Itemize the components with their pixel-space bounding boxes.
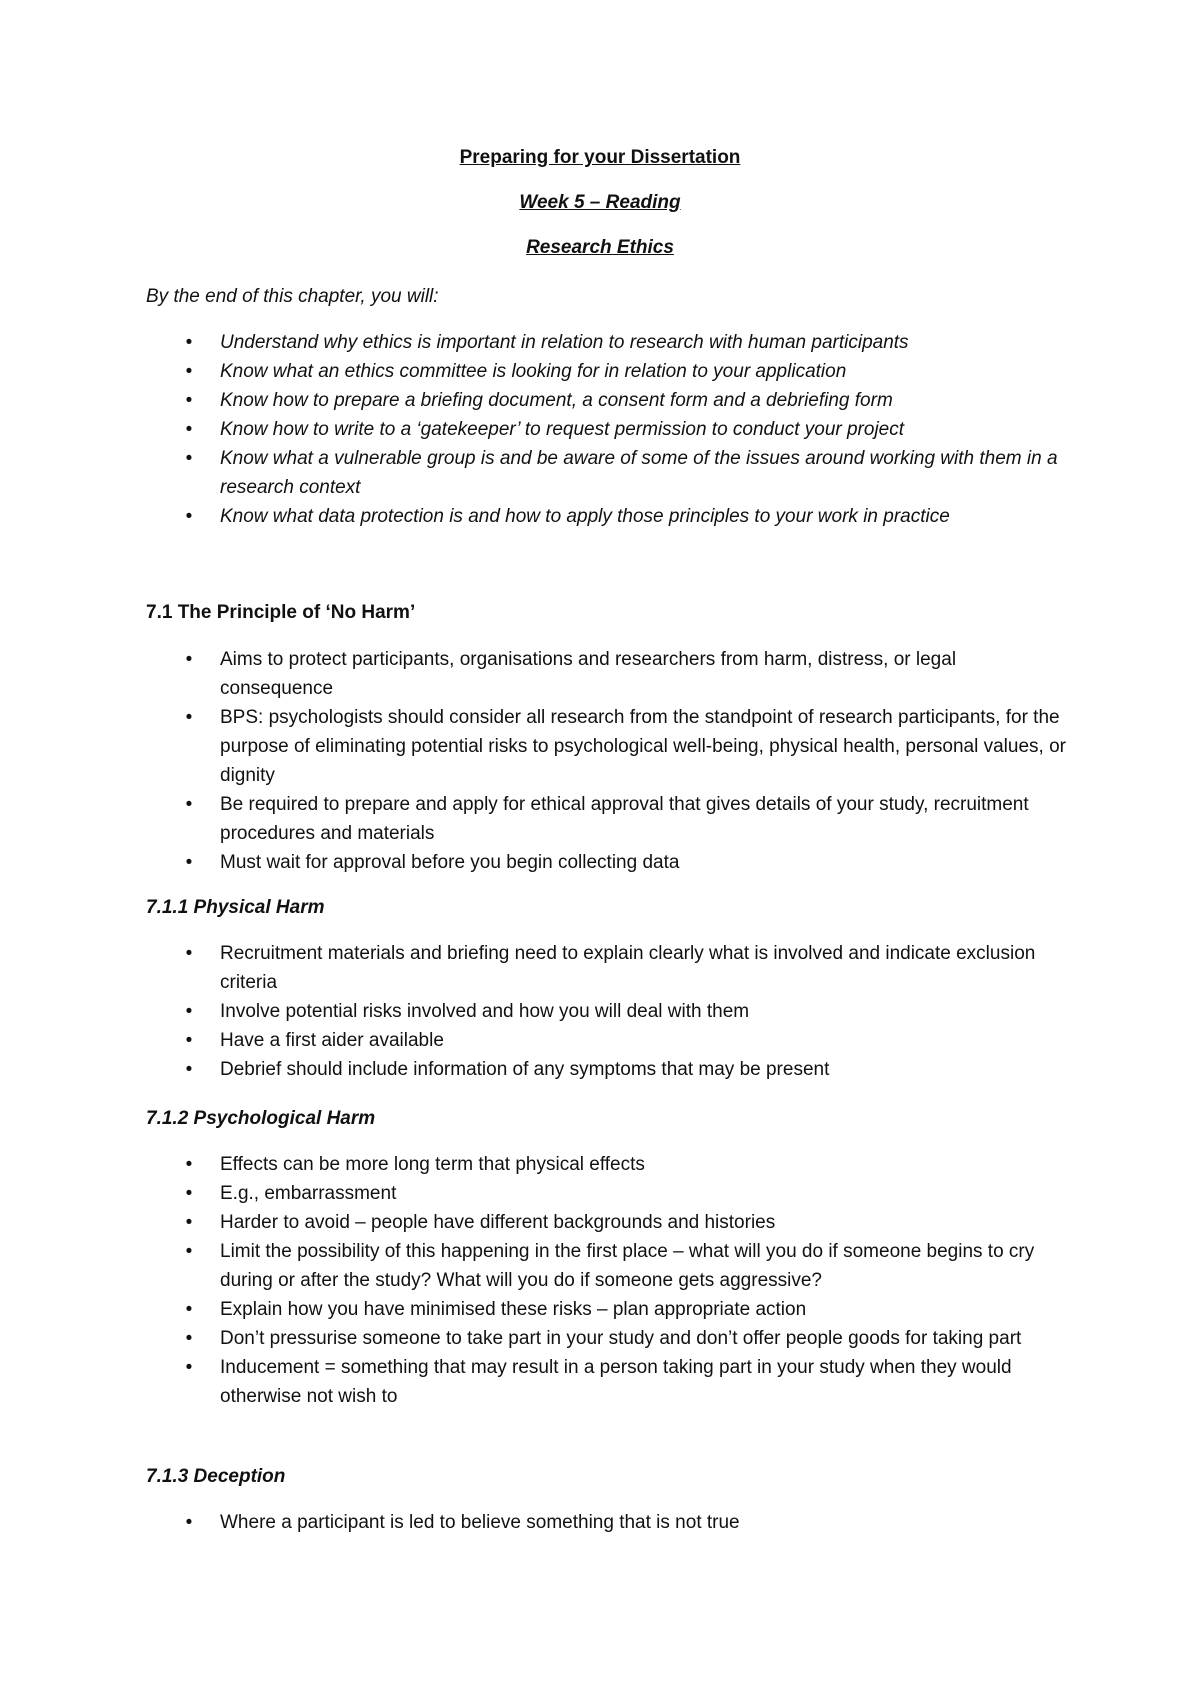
list-item: • Know what an ethics committee is looking for in relation to your application	[146, 357, 1066, 386]
list-item: • Effects can be more long term that physical effects	[146, 1150, 1066, 1179]
bullet-icon: •	[185, 506, 193, 527]
bullet-icon: •	[185, 1001, 193, 1022]
list-item: • Don’t pressurise someone to take part in your study and don’t offer people goods for taking part	[146, 1324, 1066, 1353]
section-7-1-1	[146, 896, 1066, 1084]
list-item: • Aims to protect participants, organisations and researchers from harm, distress, or legal consequence	[146, 645, 1066, 703]
bullet-icon: •	[185, 1357, 193, 1378]
bullet-icon: •	[185, 1059, 193, 1080]
bullet-icon: •	[185, 361, 193, 382]
section-list	[146, 1150, 1066, 1411]
section-7-1-3	[146, 1465, 1066, 1537]
topic-title: Research Ethics	[526, 237, 674, 258]
bullet-icon: •	[185, 419, 193, 440]
bullet-icon: •	[185, 1299, 193, 1320]
intro-lead: By the end of this chapter, you will:	[146, 286, 439, 307]
list-item: • Have a first aider available	[146, 1026, 1066, 1055]
list-item: • Harder to avoid – people have different backgrounds and histories	[146, 1208, 1066, 1237]
list-item: • Debrief should include information of any symptoms that may be present	[146, 1055, 1066, 1084]
section-list	[146, 645, 1066, 877]
list-item: • Be required to prepare and apply for ethical approval that gives details of your study, recruitment procedures and materials	[146, 790, 1066, 848]
objectives-section	[146, 328, 1066, 531]
document-title: Preparing for your Dissertation	[459, 147, 741, 168]
bullet-icon: •	[185, 1512, 193, 1533]
bullet-icon: •	[185, 1030, 193, 1051]
list-item: • Understand why ethics is important in relation to research with human participants	[146, 328, 1066, 357]
bullet-icon: •	[185, 852, 193, 873]
bullet-icon: •	[185, 943, 193, 964]
bullet-icon: •	[185, 332, 193, 353]
section-7-1	[146, 601, 1066, 877]
section-7-1-2	[146, 1107, 1066, 1411]
section-heading: 7.1 The Principle of ‘No Harm’	[146, 602, 416, 623]
bullet-icon: •	[185, 1328, 193, 1349]
title-block	[0, 146, 1200, 281]
list-item: • Explain how you have minimised these risks – plan appropriate action	[146, 1295, 1066, 1324]
list-item: • Know what data protection is and how to apply those principles to your work in practice	[146, 502, 1066, 531]
list-item: • BPS: psychologists should consider all research from the standpoint of research participants, for the purpose of eliminating potential risks to psychological well-being, physical health, personal values, or dignity	[146, 703, 1066, 790]
section-heading: 7.1.3 Deception	[146, 1466, 286, 1487]
bullet-icon: •	[185, 707, 193, 728]
bullet-icon: •	[185, 1241, 193, 1262]
list-item: • E.g., embarrassment	[146, 1179, 1066, 1208]
section-heading: 7.1.2 Psychological Harm	[146, 1108, 376, 1129]
bullet-icon: •	[185, 1183, 193, 1204]
section-heading: 7.1.1 Physical Harm	[146, 897, 325, 918]
bullet-icon: •	[185, 649, 193, 670]
list-item: • Must wait for approval before you begin collecting data	[146, 848, 1066, 877]
list-item: • Inducement = something that may result in a person taking part in your study when they would otherwise not wish to	[146, 1353, 1066, 1411]
bullet-icon: •	[185, 448, 193, 469]
section-list	[146, 939, 1066, 1084]
list-item: • Know how to prepare a briefing document, a consent form and a debriefing form	[146, 386, 1066, 415]
bullet-icon: •	[185, 1154, 193, 1175]
bullet-icon: •	[185, 390, 193, 411]
list-item: • Involve potential risks involved and how you will deal with them	[146, 997, 1066, 1026]
bullet-icon: •	[185, 794, 193, 815]
objectives-list	[146, 328, 1066, 531]
week-title: Week 5 – Reading	[519, 192, 681, 213]
bullet-icon: •	[185, 1212, 193, 1233]
list-item: • Know how to write to a ‘gatekeeper’ to request permission to conduct your project	[146, 415, 1066, 444]
list-item: • Limit the possibility of this happening in the first place – what will you do if someone begins to cry during or after the study? What will you do if someone gets aggressive?	[146, 1237, 1066, 1295]
list-item: • Recruitment materials and briefing need to explain clearly what is involved and indicate exclusion criteria	[146, 939, 1066, 997]
list-item: • Where a participant is led to believe something that is not true	[146, 1508, 1066, 1537]
section-list	[146, 1508, 1066, 1537]
list-item: • Know what a vulnerable group is and be aware of some of the issues around working with them in a research context	[146, 444, 1066, 502]
